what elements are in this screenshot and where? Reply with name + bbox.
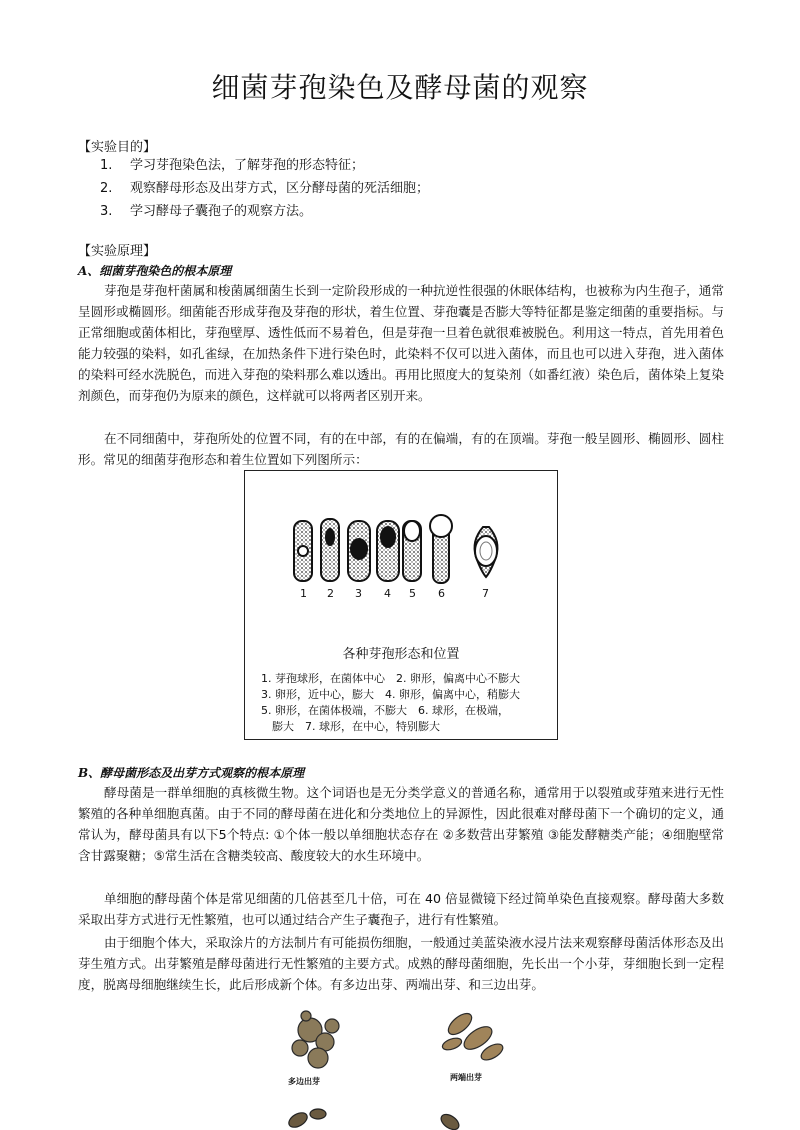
section-a-heading: A、细菌芽孢染色的根本原理 <box>78 264 232 278</box>
principle-heading: 【实验原理】 <box>78 244 157 259</box>
cell-number-7: 7 <box>482 587 489 600</box>
section-b-paragraph-3: 由于细胞个体大，采取涂片的方法制片有可能损伤细胞，一般通过美蓝染液水浸片法来观察酵母菌活体形态及出芽生殖方式。出芽繁殖是酵母菌进行无性繁殖的主要方式。成熟的酵母菌细胞，先长出一个小芽，芽细胞长到一定程度，脱离母细胞继续生长，此后形成新个体。有多边出芽、两端出芽、和三边出芽。 <box>78 935 724 992</box>
list-item: 1. 学习芽孢染色法，了解芽孢的形态特征； <box>100 158 365 173</box>
label-two-end-budding: 两端出芽 <box>450 1073 482 1082</box>
section-a-paragraph-1: 芽孢是芽孢杆菌属和梭菌属细菌生长到一定阶段形成的一种抗逆性很强的休眠体结构，也被称为内生孢子，通常呈圆形或椭圆形。细菌能否形成芽孢及芽孢的形状，着生位置、芽孢囊是否膨大等特征都是鉴定细菌的重要指标。与正常细胞或菌体相比，芽孢壁厚、透性低而不易着色，但是芽孢一旦着色就很难被脱色。利用这一特点，首先用着色能力较强的染料，如孔雀绿，在加热条件下进行染色时，此染料不仅可以进入菌体，而且也可以进入芽孢，进入菌体的染料可经水洗脱色，而进入芽孢的染料那么难以透出。再用比照度大的复染剂（如番红液）染色后，菌体染上复染剂颜色，而芽孢仍为原来的颜色，这样就可以将两者区别开来。 <box>78 283 724 403</box>
cell-number-2: 2 <box>327 587 334 600</box>
spore-cell-1 <box>294 521 312 581</box>
legend-line: 1. 芽孢球形，在菌体中心 2. 卵形，偏离中心不膨大 <box>261 672 520 685</box>
cell-number-3: 3 <box>355 587 362 600</box>
figure-legend <box>261 671 520 735</box>
spore-cell-4 <box>377 521 399 581</box>
legend-line: 膨大 7. 球形，在中心，特别膨大 <box>261 720 440 733</box>
page-title: 细菌芽孢染色及酵母菌的观察 <box>211 71 589 104</box>
cell-number-1: 1 <box>300 587 307 600</box>
spore-cell-2 <box>321 519 339 581</box>
legend-line: 3. 卵形，近中心，膨大 4. 卵形，偏离中心，稍膨大 <box>261 688 520 701</box>
list-item: 2. 观察酵母形态及出芽方式，区分酵母菌的死活细胞； <box>100 181 430 196</box>
cell-number-5: 5 <box>409 587 416 600</box>
yeast-budding-figure <box>270 1000 530 1130</box>
section-b-paragraph-1: 酵母菌是一群单细胞的真核微生物。这个词语也是无分类学意义的普通名称，通常用于以裂殖或芽殖来进行无性繁殖的各种单细胞真菌。由于不同的酵母菌在进化和分类地位上的异源性，因此很难对酵母菌下一个确切的定义，通常认为，酵母菌具有以下5个特点: ①个体一般以单细胞状态存在 ②多数营出芽繁殖 ③能发酵糖类产能；④细胞壁常含甘露聚糖；⑤常生活在含糖类较高、酸度较大的水生环境中。 <box>78 785 724 863</box>
figure-caption: 各种芽孢形态和位置 <box>342 647 460 662</box>
purpose-heading: 【实验目的】 <box>78 140 157 155</box>
list-item: 3. 学习酵母子囊孢子的观察方法。 <box>100 204 313 219</box>
spore-cell-6 <box>430 515 452 583</box>
spore-cell-3 <box>348 521 370 581</box>
triangular-budding-cells <box>286 1109 461 1130</box>
label-multi-budding: 多边出芽 <box>288 1077 320 1086</box>
yeast-drawing <box>270 1000 530 1130</box>
spore-figure <box>244 470 558 740</box>
cell-number-6: 6 <box>438 587 445 600</box>
cell-number-4: 4 <box>384 587 391 600</box>
section-b-heading: B、酵母菌形态及出芽方式观察的根本原理 <box>78 766 305 780</box>
section-a-paragraph-2: 在不同细菌中，芽孢所处的位置不同，有的在中部，有的在偏端，有的在顶端。芽孢一般呈圆形、椭圆形、圆柱形。常见的细菌芽孢形态和着生位置如下列图所示： <box>78 431 724 467</box>
spore-cell-7 <box>475 527 498 577</box>
legend-line: 5. 卵形，在菌体极端，不膨大 6. 球形，在极端， <box>261 704 509 717</box>
bipolar-budding-cells <box>441 1010 505 1064</box>
spore-cell-5 <box>403 521 421 581</box>
purpose-list <box>100 154 429 223</box>
section-b-paragraph-2: 单细胞的酵母菌个体是常见细菌的几倍甚至几十倍，可在 40 倍显微镜下经过简单染色直接观察。酵母菌大多数采取出芽方式进行无性繁殖，也可以通过结合产生子囊孢子，进行有性繁殖。 <box>78 891 724 927</box>
spore-cells-drawing <box>245 471 557 591</box>
multi-budding-cells <box>292 1011 339 1068</box>
